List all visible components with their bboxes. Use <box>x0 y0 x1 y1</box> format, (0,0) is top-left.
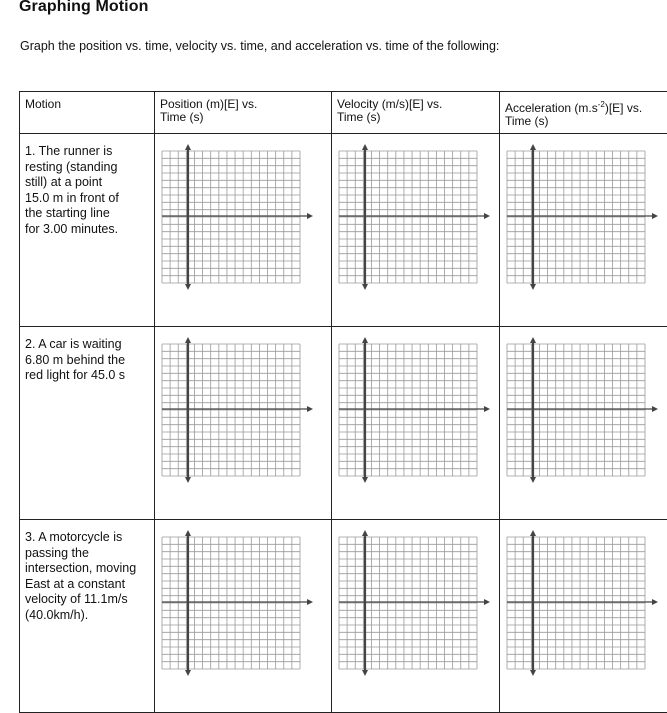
blank-graph-grid[interactable] <box>500 327 667 512</box>
motion-description-cell: 3. A motorcycle is passing the intersection, moving East at a constant velocity of 11.1m/s (40.0km/h). <box>20 520 155 713</box>
position-graph-cell[interactable] <box>155 520 332 713</box>
header-acceleration-prefix: Acceleration (m.s <box>505 101 598 115</box>
x-axis-arrow-right-icon <box>652 213 658 219</box>
y-axis-arrow-up-icon <box>362 337 368 343</box>
motion-description-cell: 2. A car is waiting 6.80 m behind the red light for 45.0 s <box>20 327 155 520</box>
header-motion: Motion <box>20 92 155 134</box>
motion-description-cell: 1. The runner is resting (standing still) at a point 15.0 m in front of the starting line for 3.00 minutes. <box>20 134 155 327</box>
header-row <box>20 92 667 134</box>
x-axis-arrow-right-icon <box>307 213 313 219</box>
x-axis-arrow-right-icon <box>484 406 490 412</box>
acceleration-graph-cell[interactable] <box>500 327 667 520</box>
page-title: Graphing Motion <box>19 0 148 16</box>
header-velocity <box>332 92 500 134</box>
blank-graph-grid[interactable] <box>500 134 667 319</box>
header-acceleration-line2: Time (s) <box>505 114 549 128</box>
header-acceleration <box>500 92 667 134</box>
motion-graph-table <box>19 91 667 713</box>
y-axis-arrow-up-icon <box>530 144 536 150</box>
position-graph-cell[interactable] <box>155 327 332 520</box>
x-axis-arrow-right-icon <box>652 406 658 412</box>
y-axis-arrow-down-icon <box>185 284 191 290</box>
y-axis-arrow-down-icon <box>185 477 191 483</box>
y-axis-arrow-down-icon <box>530 670 536 676</box>
blank-graph-grid[interactable] <box>332 327 502 512</box>
table-row <box>20 520 667 713</box>
header-acceleration-exp: -2 <box>598 100 605 109</box>
y-axis-arrow-up-icon <box>530 337 536 343</box>
x-axis-arrow-right-icon <box>307 406 313 412</box>
worksheet-table-wrapper <box>19 91 667 711</box>
table-row <box>20 327 667 520</box>
blank-graph-grid[interactable] <box>332 520 502 705</box>
x-axis-arrow-right-icon <box>307 599 313 605</box>
y-axis-arrow-up-icon <box>530 530 536 536</box>
y-axis-arrow-up-icon <box>185 144 191 150</box>
acceleration-graph-cell[interactable] <box>500 520 667 713</box>
acceleration-graph-cell[interactable] <box>500 134 667 327</box>
y-axis-arrow-up-icon <box>185 530 191 536</box>
y-axis-arrow-down-icon <box>362 284 368 290</box>
y-axis-arrow-down-icon <box>185 670 191 676</box>
y-axis-arrow-up-icon <box>185 337 191 343</box>
header-position <box>155 92 332 134</box>
velocity-graph-cell[interactable] <box>332 134 500 327</box>
header-acceleration-suffix: )[E] vs. <box>605 101 642 115</box>
header-velocity-line2: Time (s) <box>337 110 381 124</box>
position-graph-cell[interactable] <box>155 134 332 327</box>
y-axis-arrow-down-icon <box>530 477 536 483</box>
blank-graph-grid[interactable] <box>332 134 502 319</box>
instructions-text: Graph the position vs. time, velocity vs. time, and acceleration vs. time of the following: <box>20 39 499 53</box>
y-axis-arrow-down-icon <box>362 670 368 676</box>
header-velocity-line1: Velocity (m/s)[E] vs. <box>337 97 442 111</box>
y-axis-arrow-down-icon <box>362 477 368 483</box>
header-position-line2: Time (s) <box>160 110 204 124</box>
y-axis-arrow-up-icon <box>362 144 368 150</box>
blank-graph-grid[interactable] <box>155 520 325 705</box>
header-position-line1: Position (m)[E] vs. <box>160 97 257 111</box>
blank-graph-grid[interactable] <box>155 134 325 319</box>
blank-graph-grid[interactable] <box>155 327 325 512</box>
table-row <box>20 134 667 327</box>
x-axis-arrow-right-icon <box>484 213 490 219</box>
x-axis-arrow-right-icon <box>484 599 490 605</box>
x-axis-arrow-right-icon <box>652 599 658 605</box>
velocity-graph-cell[interactable] <box>332 327 500 520</box>
velocity-graph-cell[interactable] <box>332 520 500 713</box>
blank-graph-grid[interactable] <box>500 520 667 705</box>
y-axis-arrow-up-icon <box>362 530 368 536</box>
y-axis-arrow-down-icon <box>530 284 536 290</box>
